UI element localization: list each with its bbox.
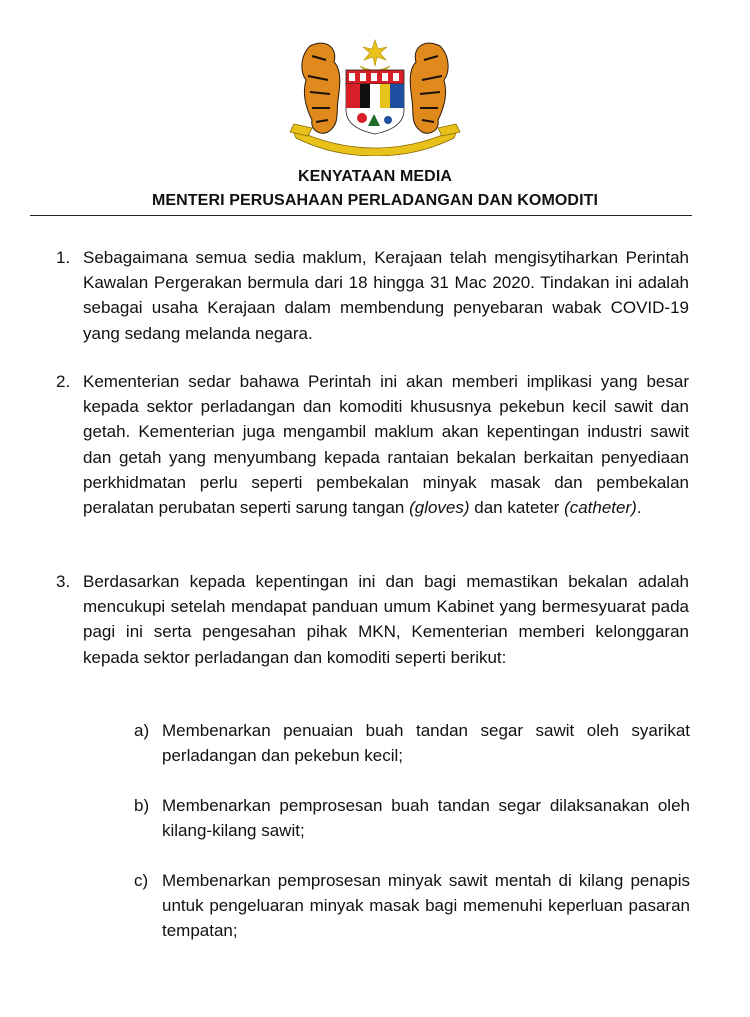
subitem-label: c) bbox=[134, 871, 149, 890]
malaysia-coat-of-arms-icon bbox=[282, 36, 468, 156]
paragraph-number: 2. bbox=[56, 372, 71, 391]
subitem-b: Membenarkan pemprosesan buah tandan segar dilaksanakan oleh kilang-kilang sawit; bbox=[162, 796, 690, 841]
document-title: KENYATAAN MEDIA bbox=[297, 168, 453, 185]
paragraph-2-text-mid: dan kateter bbox=[469, 498, 565, 518]
paragraph-2-text-end: . bbox=[636, 498, 642, 518]
subitem-label: a) bbox=[134, 721, 150, 740]
paragraph-number: 3. bbox=[56, 572, 71, 591]
paragraph-1: Sebagaimana semua sedia maklum, Kerajaan telah mengisytiharkan Perintah Kawalan Pergerakan bermula dari 18 hingga 31 Mac 2020. Tindakan ini adalah sebagai usaha Kerajaan dalam membendung penyebaran wabak COVID-19 yang sedang melanda negara. bbox=[83, 248, 689, 343]
paragraph-2-italic-gloves: (gloves) bbox=[409, 498, 470, 518]
paragraph-2-text: Kementerian sedar bahawa Perintah ini akan memberi implikasi yang besar kepada sektor perladangan dan komoditi khususnya pekebun kecil sawit dan getah. Kementerian juga mengambil maklum akan kepentingan industri sawit dan getah yang menyumbang kepada rantaian bekalan berkaitan penyediaan perkhidmatan perlu seperti pembekalan minyak masak dan pembekalan peralatan perubatan seperti sarung tangan bbox=[83, 372, 689, 518]
paragraph-3: Berdasarkan kepada kepentingan ini dan bagi memastikan bekalan adalah mencukupi setelah mendapat panduan umum Kabinet yang bermesyuarat pada pagi ini serta pengesahan pihak MKN, Kementerian memberi kelonggaran kepada sektor perladangan dan komoditi seperti berikut: bbox=[83, 572, 689, 667]
paragraph-2 bbox=[83, 369, 689, 520]
paragraph-2-italic-catheter: (catheter) bbox=[564, 498, 637, 518]
subitem-c: Membenarkan pemprosesan minyak sawit mentah di kilang penapis untuk pengeluaran minyak masak bagi memenuhi keperluan pasaran tempatan; bbox=[162, 871, 690, 941]
paragraph-number: 1. bbox=[56, 248, 71, 267]
subitem-a: Membenarkan penuaian buah tandan segar sawit oleh syarikat perladangan dan pekebun kecil; bbox=[162, 721, 690, 766]
title-divider bbox=[30, 215, 692, 216]
document-subtitle: MENTERI PERUSAHAAN PERLADANGAN DAN KOMODITI bbox=[151, 192, 599, 209]
subitem-label: b) bbox=[134, 796, 150, 815]
